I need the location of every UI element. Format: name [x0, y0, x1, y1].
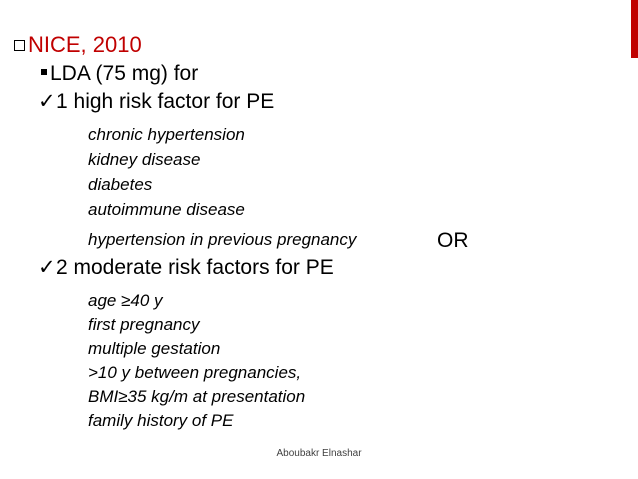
or-connector: OR: [437, 229, 469, 252]
dosage-line: [41, 61, 198, 87]
moderate-risk-item: first pregnancy: [88, 315, 200, 334]
dosage-text: LDA (75 mg) for: [50, 62, 199, 85]
high-risk-label: 1 high risk factor for PE: [56, 90, 275, 113]
moderate-risk-item: family history of PE: [88, 411, 234, 430]
moderate-risk-heading: [38, 255, 334, 281]
moderate-risk-item: age ≥40 y: [88, 291, 163, 310]
hollow-square-bullet-icon: [14, 40, 25, 51]
checkmark-icon: ✓: [38, 256, 56, 279]
checkmark-icon: ✓: [38, 90, 56, 113]
high-risk-item: hypertension in previous pregnancy: [88, 230, 357, 249]
moderate-risk-label: 2 moderate risk factors for PE: [56, 256, 334, 279]
moderate-risk-item: multiple gestation: [88, 339, 221, 358]
moderate-risk-item: BMI≥35 kg/m at presentation: [88, 387, 306, 406]
accent-bar: [631, 0, 638, 58]
moderate-risk-item: >10 y between pregnancies,: [88, 363, 302, 382]
heading-text: NICE, 2010: [28, 32, 142, 57]
high-risk-item: kidney disease: [88, 150, 201, 169]
high-risk-heading: [38, 89, 274, 115]
high-risk-item: chronic hypertension: [88, 125, 245, 144]
slide-footer: Aboubakr Elnashar: [276, 448, 362, 459]
slide-heading: [14, 32, 142, 58]
high-risk-item: autoimmune disease: [88, 200, 245, 219]
high-risk-item: diabetes: [88, 175, 153, 194]
square-bullet-icon: [41, 69, 47, 75]
